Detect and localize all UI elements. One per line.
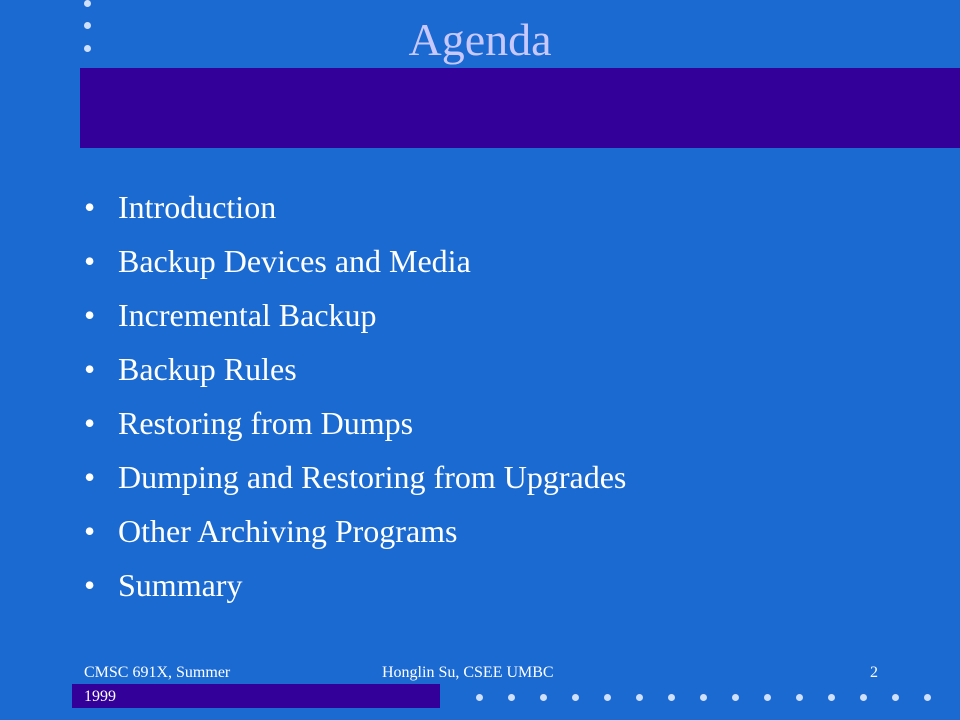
decor-dot [572, 694, 579, 701]
bullet-glyph: • [84, 405, 96, 441]
agenda-item-label: Introduction [118, 189, 277, 225]
title-bar [80, 68, 960, 148]
decor-dot [924, 694, 931, 701]
bullet-glyph: • [84, 243, 96, 279]
bullet-glyph: • [84, 513, 96, 549]
footer-author: Honglin Su, CSEE UMBC [382, 664, 554, 681]
decor-dot [732, 694, 739, 701]
agenda-item-label: Summary [118, 567, 243, 603]
decor-dot [700, 694, 707, 701]
agenda-item-label: Incremental Backup [118, 297, 377, 333]
agenda-item [84, 234, 626, 288]
agenda-item-label: Restoring from Dumps [118, 405, 414, 441]
bullet-glyph: • [84, 351, 96, 387]
agenda-item-label: Backup Devices and Media [118, 243, 471, 279]
decor-dot [668, 694, 675, 701]
decor-dot [604, 694, 611, 701]
footer-course [84, 662, 314, 708]
agenda-item [84, 558, 626, 612]
page-number: 2 [870, 664, 878, 681]
agenda-item-label: Dumping and Restoring from Upgrades [118, 459, 627, 495]
agenda-item-label: Other Archiving Programs [118, 513, 458, 549]
decor-dot [540, 694, 547, 701]
agenda-item [84, 288, 626, 342]
decor-dot [636, 694, 643, 701]
bullet-glyph: • [84, 459, 96, 495]
decor-dot [892, 694, 899, 701]
agenda-item [84, 396, 626, 450]
footer-course-year: 1999 [84, 688, 116, 705]
bottom-decorative-dots [476, 694, 936, 704]
decor-dot [764, 694, 771, 701]
bullet-glyph: • [84, 567, 96, 603]
bullet-glyph: • [84, 297, 96, 333]
agenda-item [84, 450, 626, 504]
agenda-item [84, 180, 626, 234]
agenda-item [84, 342, 626, 396]
agenda-list [84, 180, 626, 612]
slide-title: Agenda [408, 14, 552, 65]
decor-dot [476, 694, 483, 701]
agenda-item [84, 504, 626, 558]
decor-dot [860, 694, 867, 701]
decor-dot [508, 694, 515, 701]
bullet-glyph: • [84, 189, 96, 225]
decor-dot [796, 694, 803, 701]
footer-course-name: CMSC 691X, Summer [84, 664, 231, 681]
agenda-item-label: Backup Rules [118, 351, 297, 387]
decor-dot [828, 694, 835, 701]
